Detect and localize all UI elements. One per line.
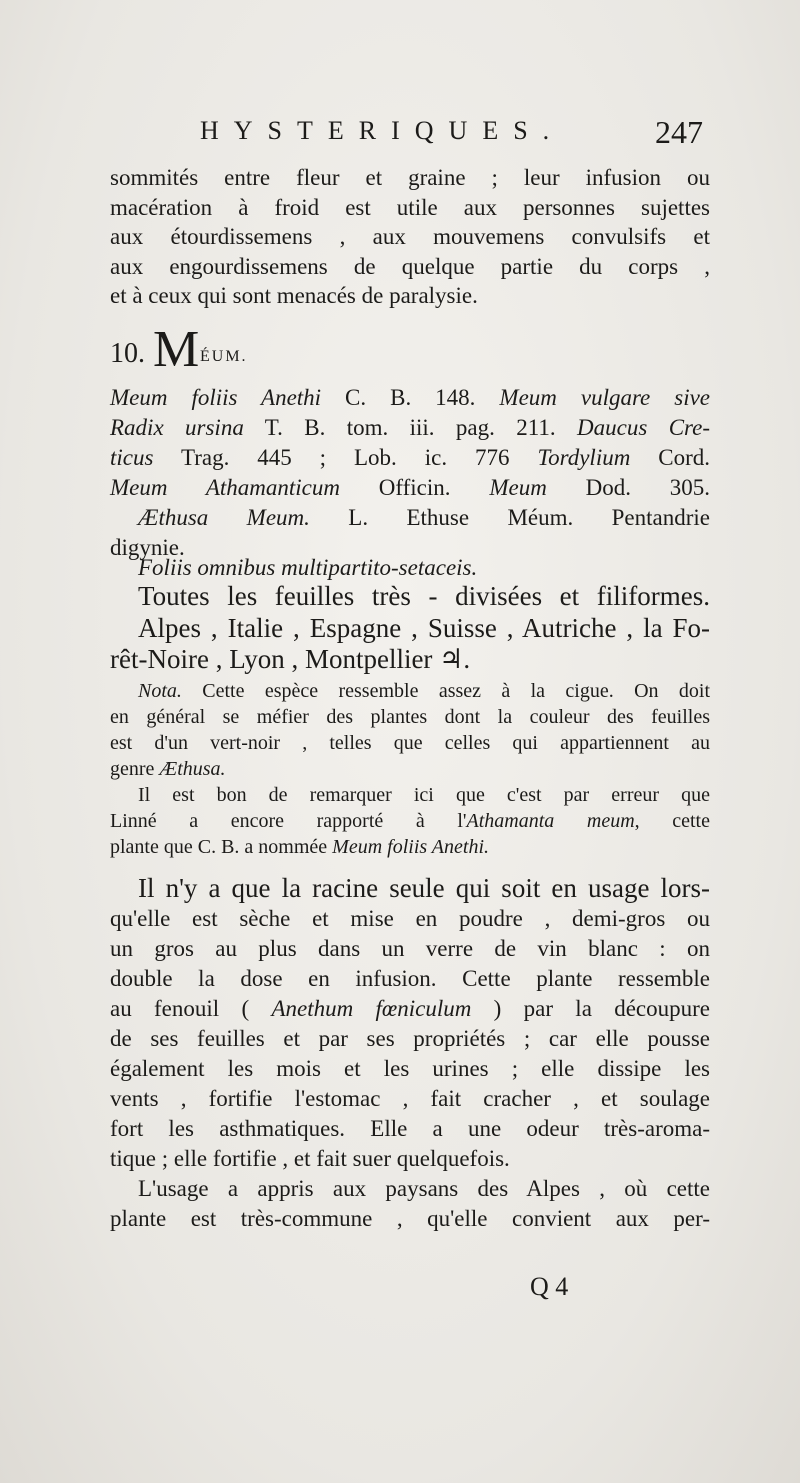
text-line: L'usage a appris aux paysans des Alpes , où cette	[138, 1176, 710, 1201]
text-line: au fenouil ( Anethum fœniculum ) par la découpure	[110, 996, 711, 1021]
signature-mark: Q 4	[530, 1272, 569, 1301]
synonym-line: ticus Trag. 445 ; Lob. ic. 776 Tordylium Cord.	[110, 445, 711, 470]
nota-line: Nota. Cette espèce ressemble assez à la cigue. On doit	[138, 680, 710, 702]
nota-line: en général se méfier des plantes dont la couleur des feuilles	[110, 706, 710, 728]
synonym-line: Radix ursina T. B. tom. iii. pag. 211. Daucus Cre-	[110, 415, 710, 440]
text-line: double la dose en infusion. Cette plante ressemble	[110, 966, 710, 991]
entry-number: 10.	[110, 338, 145, 369]
french-description: Toutes les feuilles très - divisées et filiformes.	[138, 581, 710, 611]
drop-initial: M	[153, 321, 200, 378]
nota-line: Linné a encore rapporté à l'Athamanta meum, cette	[110, 810, 710, 832]
text-line: sommités entre fleur et graine ; leur infusion ou	[110, 165, 710, 190]
running-title: HYSTERIQUES.	[200, 116, 565, 145]
text-line: tique ; elle fortifie , et fait suer quelquefois.	[110, 1146, 510, 1171]
text-line: et à ceux qui sont menacés de paralysie.	[110, 283, 478, 308]
synonym-line: Æthusa Meum. L. Ethuse Méum. Pentandrie	[138, 505, 710, 530]
text-line: de ses feuilles et par ses propriétés ; car elle pousse	[110, 1026, 710, 1051]
text-line: Il n'y a que la racine seule qui soit en usage lors-	[138, 873, 710, 903]
nota-line: est d'un vert-noir , telles que celles qui appartiennent au	[110, 732, 710, 754]
text-line: fort les asthmatiques. Elle a une odeur très-aroma-	[110, 1116, 710, 1141]
synonym-line: Meum Athamanticum Officin. Meum Dod. 305.	[110, 475, 710, 500]
habitat-line: rêt-Noire , Lyon , Montpellier ♃.	[110, 644, 471, 674]
text-line: aux étourdissemens , aux mouvemens convulsifs et	[110, 224, 710, 249]
perennial-symbol: ♃.	[439, 644, 471, 674]
habitat-line: Alpes , Italie , Espagne , Suisse , Autriche , la Fo-	[138, 613, 710, 643]
text-line: aux engourdissemens de quelque partie du corps ,	[110, 254, 710, 279]
latin-diagnosis: Foliis omnibus multipartito-setaceis.	[138, 555, 478, 580]
text-line: également les mois et les urines ; elle dissipe les	[110, 1056, 710, 1081]
text-line: vents , fortifie l'estomac , fait cracher , et soulage	[110, 1086, 710, 1111]
entry-title: ÉUM.	[200, 348, 248, 365]
synonym-line: digynie.	[110, 535, 185, 560]
nota-line: genre Æthusa.	[110, 758, 226, 780]
text-line: qu'elle est sèche et mise en poudre , demi-gros ou	[110, 906, 710, 931]
nota-line: plante que C. B. a nommée Meum foliis Anethi.	[110, 836, 490, 858]
entry-heading	[110, 321, 710, 378]
page-header	[0, 112, 800, 152]
text-line: plante est très-commune , qu'elle convient aux per-	[110, 1206, 710, 1231]
synonym-line: Meum foliis Anethi C. B. 148. Meum vulgare sive	[110, 385, 710, 410]
nota-line: Il est bon de remarquer ici que c'est par erreur que	[138, 784, 710, 806]
page-number: 247	[655, 114, 703, 150]
text-line: macération à froid est utile aux personnes sujettes	[110, 195, 710, 220]
text-line: un gros au plus dans un verre de vin blanc : on	[110, 936, 710, 961]
